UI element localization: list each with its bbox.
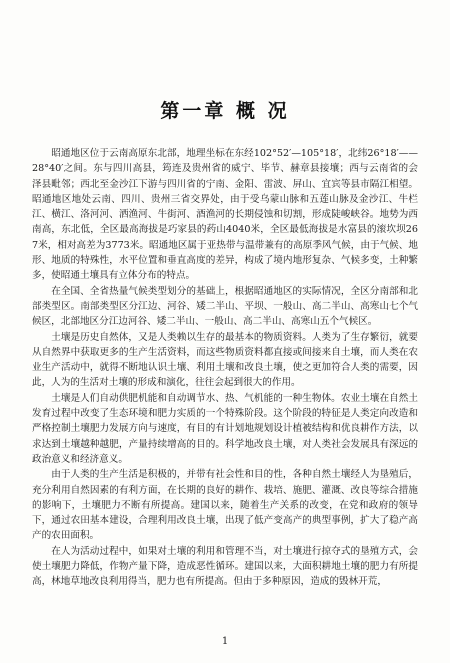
paragraph: 土壤是历史自然体，又是人类赖以生存的最基本的物质资料。人类为了生存繁衍，就要从自然界中获取更多的生产生活资料，而这些物质资料都直接或间接来自土壤，而人类在农业生产活动中，就得不断地认识土壤、利用土壤和改良土壤，使之更加符合人类的需要，因此，人为的生活对土壤的形成和演化，往往会起到很大的作用。 — [32, 331, 418, 389]
paragraph: 在人为活动过程中，如果对土壤的利用和管理不当，对土壤进行掠夺式的垦殖方式，会使土壤肥力降低，作物产量下降，造成恶性循环。建国以来，大面积耕地土壤的肥力有所提高，林地草地改良利用得当，肥力也有所提高。但由于多种原因，造成的毁林开荒， — [32, 545, 418, 588]
page-number: 1 — [221, 636, 229, 647]
paragraph: 由于人类的生产生活是积极的，并带有社会性和目的性，各种自然土壤经人为垦殖后，充分利用自然因素的有利方面，在长期的良好的耕作、栽培、施肥、灌溉、改良等综合措施的影响下，土壤肥力不断有所提高。建国以来，随着生产关系的改变，在党和政府的领导下，通过农田基本建设，合理利用改良土壤，出现了低产变高产的典型事例，扩大了稳产高产的农田面积。 — [32, 469, 418, 542]
paragraph: 在全国、全省热量气候类型划分的基础上，根据昭通地区的实际情况，全区分南部和北部类型区。南部类型区分江边、河谷、矮二半山、平坝、一般山、高二半山、高寒山七个气候区，北部地区分江边河谷、矮二半山、一般山、高二半山、高寒山五个气候区。 — [32, 285, 418, 328]
paragraph: 昭通地区位于云南高原东北部，地理坐标在东经102°52′—105°18′，北纬26°18′——28°40′之间。东与四川高县，筠连及贵州省的威宁、毕节、赫章县接壤；西与云南省的会泽县毗邻；西北至金沙江下游与四川省的宁南、金阳、雷波、屏山、宜宾等县市隔江相望。昭通地区地处云南、四川、贵州三省交界处，由于受乌蒙山脉和五莲山脉及金沙江、牛栏江、横江、洛河河、洒渔河、牛街河、酒渔河的长期侵蚀和切割，形成陡峻峡谷。地势为西南高，东北低，全区最高海拔是巧家县的药山4040米，全区最低海拔是水富县的滚坎坝267米，相对高差为3773米。昭通地区属于亚热带与温带兼有的高原季风气候，由于气候、地形、地质的特殊性，水平位置和垂直高度的差异，构成了境内地形复杂、气候多变，土种繁多，使昭通土壤具有立体分布的特点。 — [32, 148, 418, 282]
chapter-title: 第一章 概 况 — [160, 100, 290, 122]
body-text — [32, 146, 418, 590]
paragraph: 土壤是人们自动供肥机能和自动调节水、热、气机能的一种生物体。农业土壤在自然土发育过程中改变了生态环境和肥力实质的一个特殊阶段。这个阶段的特征是人类定向改造和严格控制土壤肥力发展方向与速度，有目的有计划地规划设计植被结构和优良耕作方法，以求达到土壤越种越肥，产量持续增高的目的。科学地改良土壤，对人类社会发展具有深远的政治意义和经济意义。 — [32, 392, 418, 465]
